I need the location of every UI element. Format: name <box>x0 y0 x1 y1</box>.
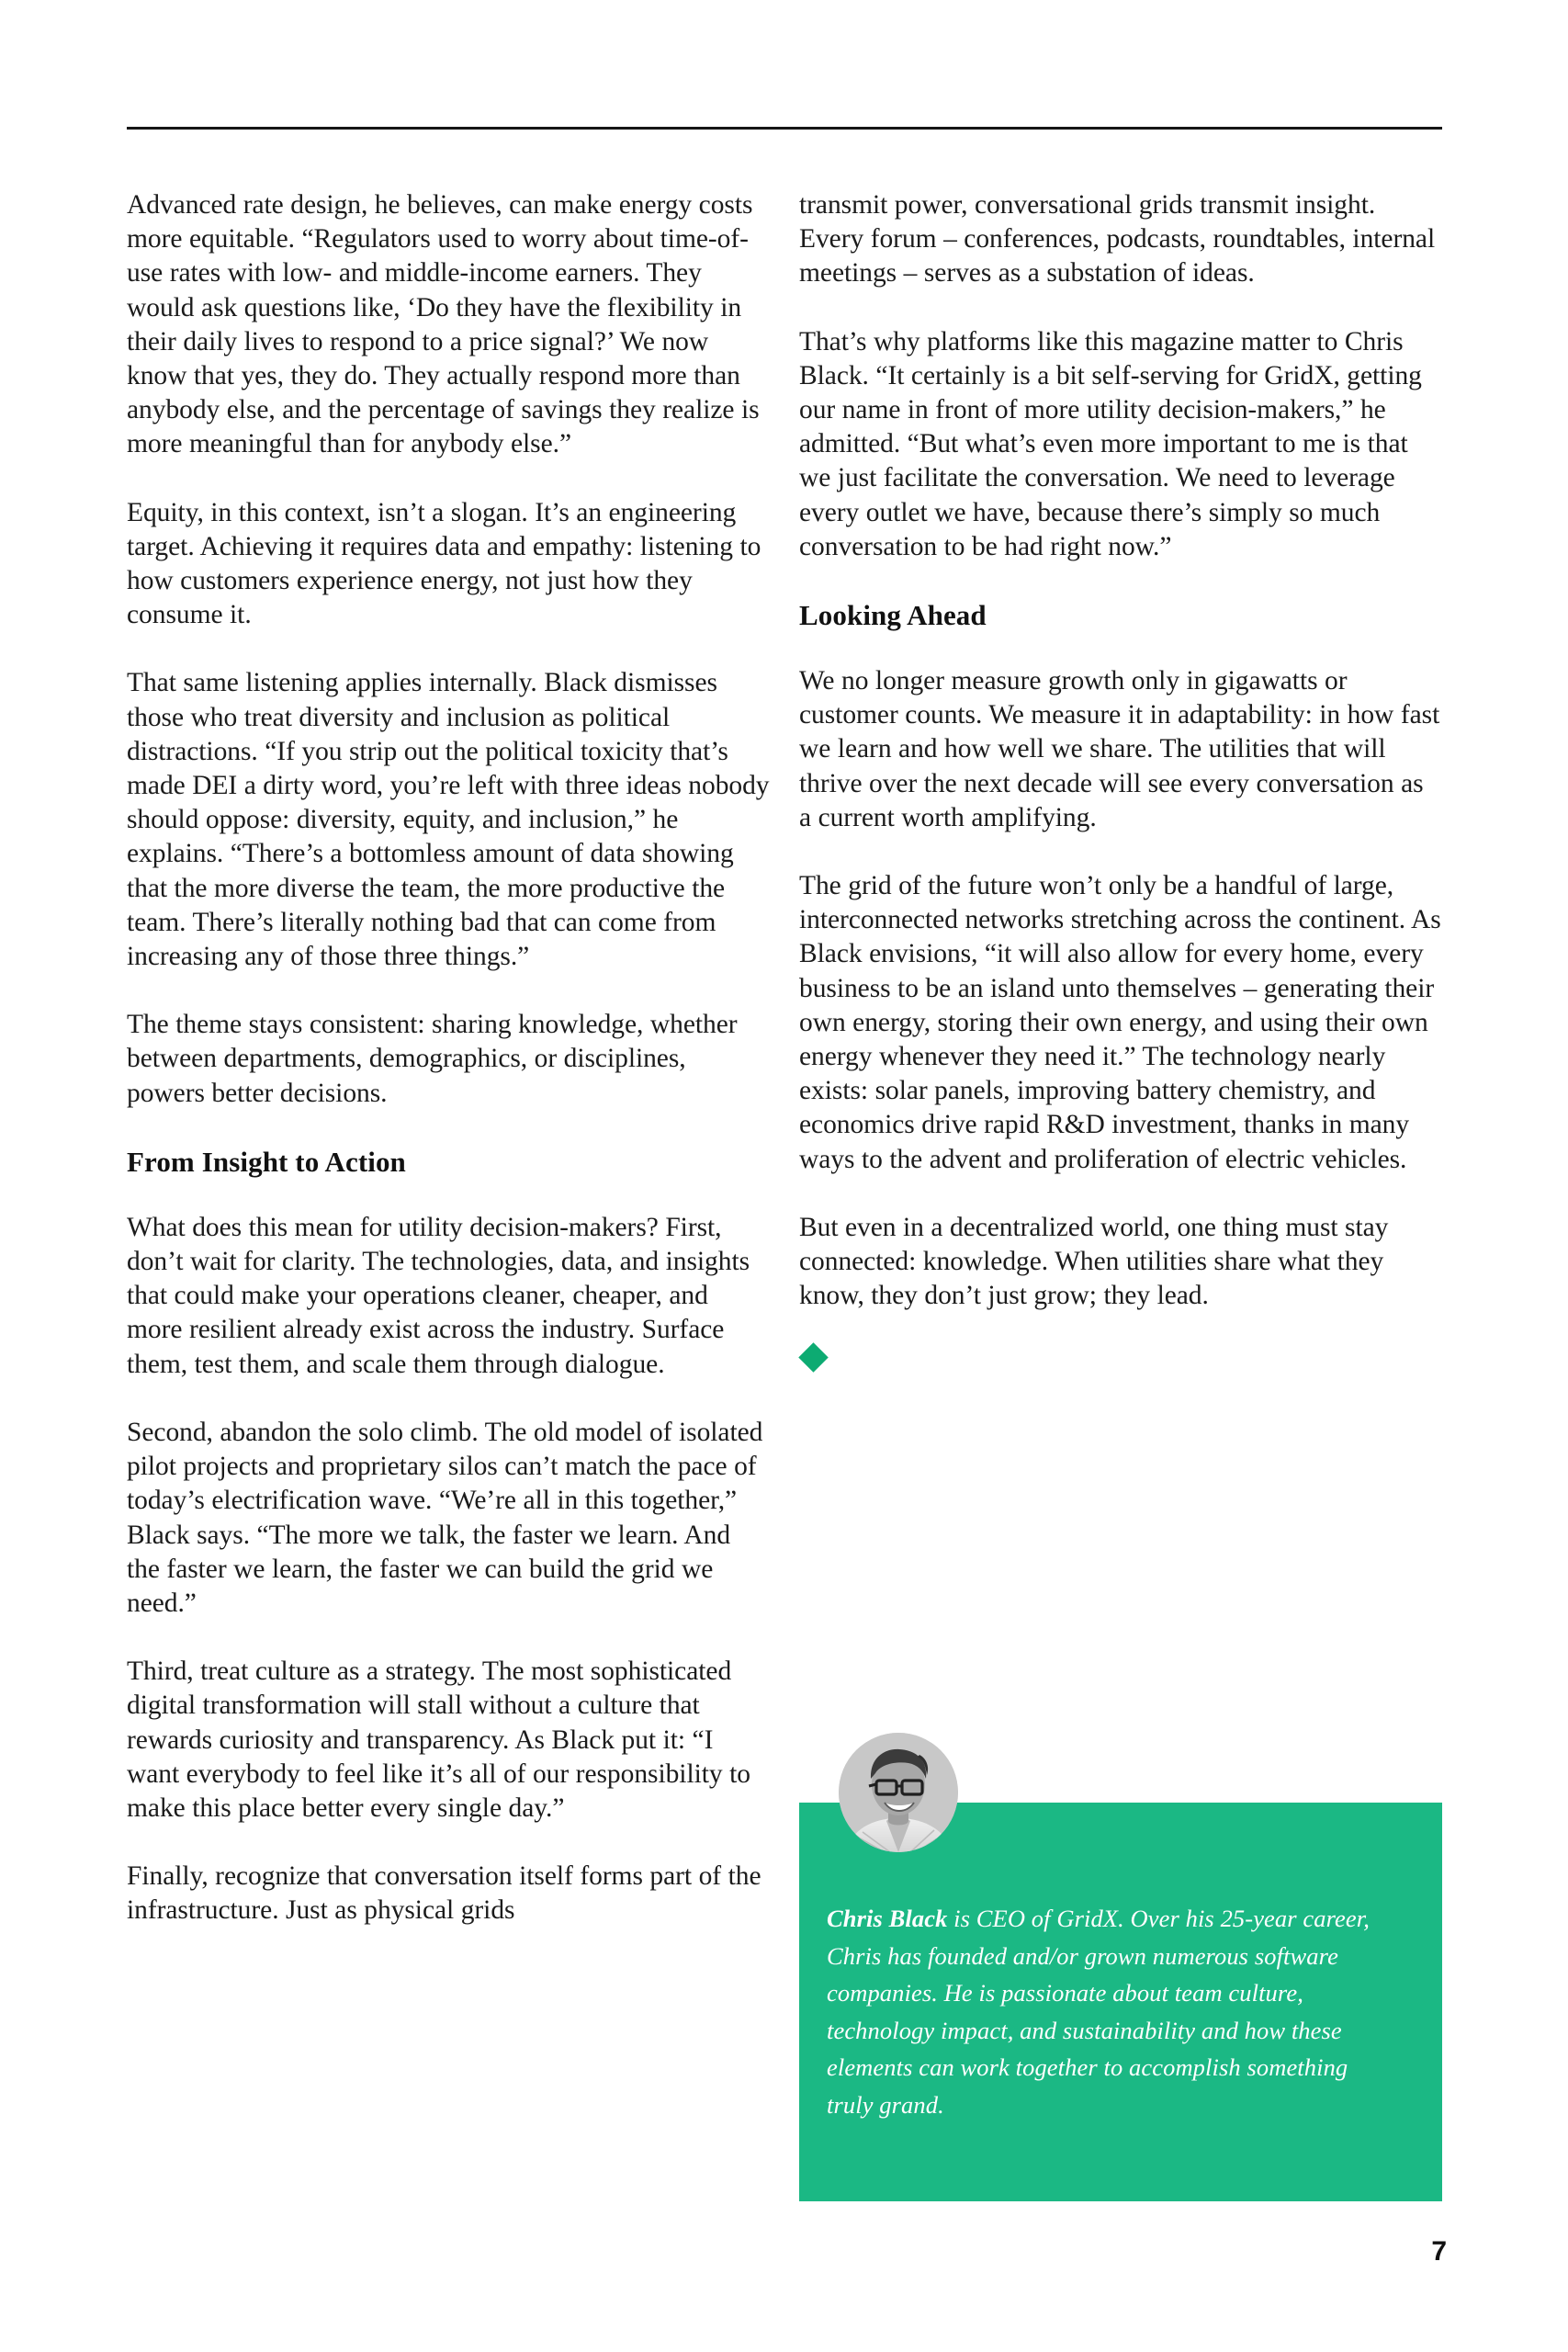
paragraph: What does this mean for utility decision-makers? First, don’t wait for clarity. The technologies, data, and insights that could make your operations cleaner, cheaper, and more resilient already exist across the industry. Surface them, test them, and scale them through dialogue. <box>127 1212 750 1379</box>
left-column <box>127 188 770 1962</box>
paragraph: That same listening applies internally. Black dismisses those who treat diversity and inclusion as political distractions. “If you strip out the political toxicity that’s made DEI a dirty word, you’re left with three ideas nobody should oppose: diversity, equity, and inclusion,” he explains. “There’s a bottomless amount of data showing that the more diverse the team, the more productive the team. There’s literally nothing bad that can come from increasing any of those three things.” <box>127 668 770 972</box>
diamond-icon <box>798 1343 829 1374</box>
paragraph: transmit power, conversational grids transmit insight. Every forum – conferences, podcasts, roundtables, internal meetings – serves as a substation of ideas. <box>799 190 1436 288</box>
paragraph: Second, abandon the solo climb. The old model of isolated pilot projects and proprietary silos can’t match the pace of today’s electrification wave. “We’re all in this together,” Black says. “The more we talk, the faster we learn. And the faster we learn, the faster we can build the grid we need.” <box>127 1417 763 1618</box>
paragraph: Finally, recognize that conversation itself forms part of the infrastructure. Just as physical grids <box>127 1861 761 1926</box>
author-bio-body: is CEO of GridX. Over his 25-year career, Chris has founded and/or grown numerous software companies. He is passionate about team culture, technology impact, and sustainability and how these elements can work together to accomplish something truly grand. <box>827 1905 1370 2119</box>
paragraph: Third, treat culture as a strategy. The most sophisticated digital transformation will stall without a culture that rewards curiosity and transparency. As Black put it: “I want everybody to feel like it’s all of our responsibility to make this place better every single day.” <box>127 1657 750 1823</box>
paragraph: The grid of the future won’t only be a handful of large, interconnected networks stretching across the continent. As Black envisions, “it will also allow for every home, every business to be an island unto themselves – generating their own energy, storing their own energy, and using their own energy whenever they need it.” The technology nearly exists: solar panels, improving battery chemistry, and economics drive rapid R&D investment, thanks in many ways to the advent and proliferation of electric vehicles. <box>799 871 1441 1174</box>
end-of-article-marker-wrap <box>799 1347 1442 1384</box>
section-heading-from-insight-to-action: From Insight to Action <box>127 1145 406 1178</box>
author-bio-text <box>827 1900 1396 2123</box>
paragraph: The theme stays consistent: sharing knowledge, whether between departments, demographics, or disciplines, powers better decisions. <box>127 1010 738 1108</box>
page-number: 7 <box>1431 2236 1447 2267</box>
paragraph: We no longer measure growth only in gigawatts or customer counts. We measure it in adaptability: in how fast we learn and how well we share. The utilities that will thrive over the next decade will see every conversation as a current worth amplifying. <box>799 666 1440 832</box>
avatar <box>839 1733 958 1852</box>
section-heading-looking-ahead: Looking Ahead <box>799 599 987 632</box>
paragraph: That’s why platforms like this magazine matter to Chris Black. “It certainly is a bit self-serving for GridX, getting our name in front of more utility decision-makers,” he admitted. “But what’s even more important to me is that we just facilitate the conversation. We need to leverage every outlet we have, because there’s simply so much conversation to be had right now.” <box>799 326 1422 561</box>
paragraph: Equity, in this context, isn’t a slogan. It’s an engineering target. Achieving it requires data and empathy: listening to how customers experience energy, not just how they consume it. <box>127 497 761 630</box>
header-rule <box>127 127 1442 130</box>
paragraph: Advanced rate design, he believes, can make energy costs more equitable. “Regulators used to worry about time-of-use rates with low- and middle-income earners. They would ask questions like, ‘Do they have the flexibility in their daily lives to respond to a price signal?’ We now know that yes, they do. They actually respond more than anybody else, and the percentage of savings they realize is more meaningful than for anybody else.” <box>127 190 760 459</box>
paragraph: But even in a decentralized world, one thing must stay connected: knowledge. When utilities share what they know, they don’t just grow; they lead. <box>799 1212 1389 1311</box>
portrait-icon <box>839 1733 958 1852</box>
article-columns <box>127 188 1442 1962</box>
author-name: Chris Black <box>827 1905 948 1932</box>
right-column <box>799 188 1442 1962</box>
